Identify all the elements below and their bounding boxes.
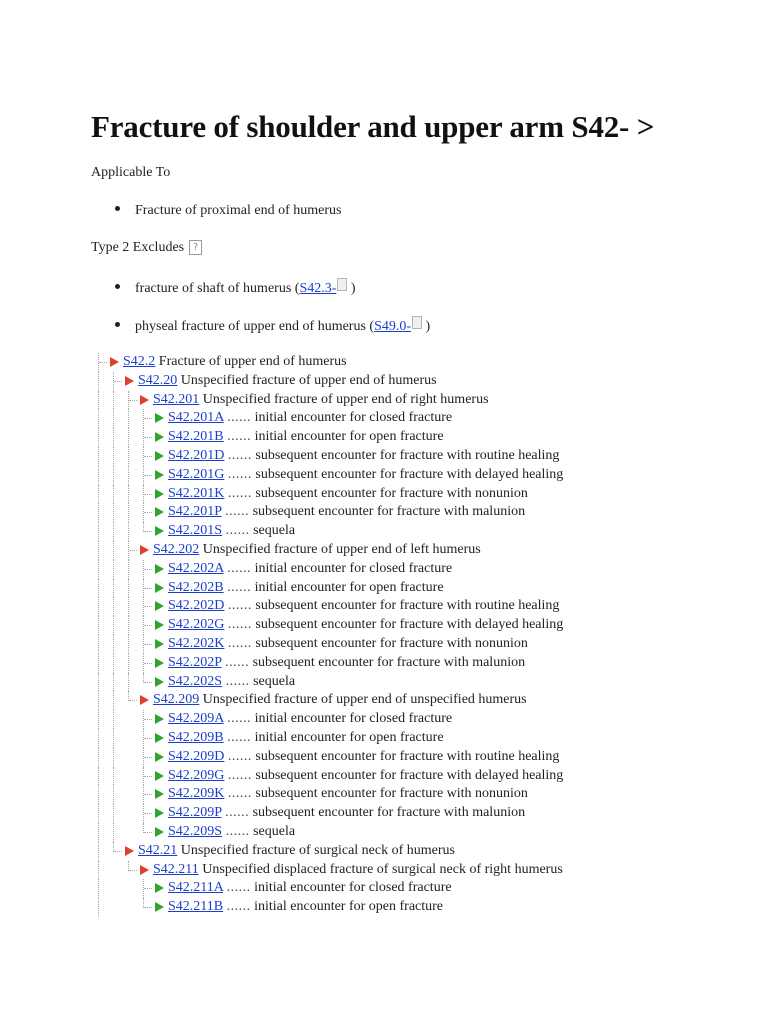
leader-dots: ...... <box>227 410 252 426</box>
tree-row <box>0 616 768 635</box>
tree-guide-line <box>113 804 114 823</box>
tree-connector <box>144 475 152 476</box>
leader-dots: ...... <box>225 504 250 520</box>
leader-dots: ...... <box>227 786 252 802</box>
tree-guide-line <box>128 466 129 485</box>
tree-row <box>0 861 768 880</box>
tree-guide-line <box>98 673 99 692</box>
code-link[interactable]: S42.209S <box>168 823 223 839</box>
tree-connector <box>114 851 122 852</box>
tree-guide-line <box>98 898 99 917</box>
tree-guide-line <box>128 447 129 466</box>
code-description: Unspecified fracture of upper end of right humerus <box>202 391 489 407</box>
tree-guide-line <box>128 579 129 598</box>
tree-guide-line <box>98 879 99 898</box>
tree-guide-line <box>98 729 99 748</box>
tree-row <box>0 503 768 522</box>
tree-guide-line <box>113 541 114 560</box>
code-link[interactable]: S42.201K <box>168 485 225 501</box>
code-description: subsequent encounter for fracture with delayed healing <box>255 466 564 482</box>
tree-row <box>0 372 768 391</box>
tree-connector <box>144 832 152 833</box>
tree-guide-line <box>128 654 129 673</box>
code-description: Unspecified fracture of upper end of unspecified humerus <box>202 692 527 708</box>
tree-row-text <box>168 466 563 485</box>
leaf-arrow-icon <box>155 620 164 630</box>
type2-excludes-label-text: Type 2 Excludes <box>91 240 185 255</box>
tree-row <box>0 579 768 598</box>
leader-dots: ...... <box>225 654 250 670</box>
tree-guide-line <box>113 409 114 428</box>
code-link[interactable]: S42.209K <box>168 786 225 802</box>
tree-connector <box>144 531 152 532</box>
tree-connector <box>99 362 107 363</box>
tree-row <box>0 879 768 898</box>
code-description: initial encounter for open fracture <box>254 579 444 595</box>
code-link[interactable]: S42.209D <box>168 748 225 764</box>
tree-row-text <box>168 673 295 692</box>
tree-guide-line <box>98 409 99 428</box>
tree-row <box>0 823 768 842</box>
code-link[interactable]: S49.0- <box>374 319 412 334</box>
tree-guide-line <box>113 767 114 786</box>
code-link[interactable]: S42.202S <box>168 673 223 689</box>
tree-row <box>0 597 768 616</box>
tree-guide-line <box>113 691 114 710</box>
tree-row-text <box>168 503 525 522</box>
code-link[interactable]: S42.209 <box>153 692 200 708</box>
tree-row <box>0 560 768 579</box>
tree-guide-line <box>98 560 99 579</box>
leaf-arrow-icon <box>155 451 164 461</box>
leaf-arrow-icon <box>155 827 164 837</box>
tree-connector <box>144 757 152 758</box>
tree-row <box>0 353 768 372</box>
tree-row-text <box>153 391 489 410</box>
tree-guide-line <box>128 503 129 522</box>
bullet-dot <box>115 284 120 289</box>
code-link[interactable]: S42.211 <box>153 861 199 877</box>
code-description: Unspecified fracture of surgical neck of humerus <box>180 842 455 858</box>
tree-guide-line <box>113 391 114 410</box>
tree-guide-line <box>113 729 114 748</box>
code-link[interactable]: S42.202P <box>168 654 222 670</box>
tree-row <box>0 635 768 654</box>
code-description: subsequent encounter for fracture with routine healing <box>255 447 560 463</box>
code-link[interactable]: S42.211A <box>168 880 224 896</box>
tree-connector <box>144 776 152 777</box>
tree-row-text <box>168 729 444 748</box>
tree-row-text <box>138 372 437 391</box>
tree-guide-line <box>113 522 114 541</box>
tree-guide-line <box>98 466 99 485</box>
code-link[interactable]: S42.201B <box>168 429 224 445</box>
tree-connector <box>114 381 122 382</box>
leader-dots: ...... <box>225 523 250 539</box>
code-description: subsequent encounter for fracture with delayed healing <box>255 617 564 633</box>
tree-row-text <box>153 541 481 560</box>
tree-guide-line <box>113 635 114 654</box>
tree-row <box>0 748 768 767</box>
code-link[interactable]: S42.202 <box>153 541 200 557</box>
leaf-arrow-icon <box>155 808 164 818</box>
code-link[interactable]: S42.209A <box>168 711 224 727</box>
leaf-arrow-icon <box>155 639 164 649</box>
tree-guide-line <box>113 710 114 729</box>
tree-guide-line <box>98 861 99 880</box>
expand-arrow-icon[interactable] <box>110 357 119 367</box>
tree-connector <box>144 494 152 495</box>
tree-guide-line <box>113 823 114 842</box>
tree-row <box>0 541 768 560</box>
bullet-dot <box>115 322 120 327</box>
tree-guide-line <box>113 654 114 673</box>
excludes-item-text: fracture of shaft of humerus ( <box>135 281 300 296</box>
leaf-arrow-icon <box>155 583 164 593</box>
code-description: Unspecified displaced fracture of surgical neck of right humerus <box>202 861 563 877</box>
tree-row <box>0 428 768 447</box>
tree-row-text <box>168 635 528 654</box>
code-link[interactable]: S42.201S <box>168 523 223 539</box>
tree-connector <box>144 888 152 889</box>
tree-guide-line <box>128 560 129 579</box>
bullet-dot <box>115 206 120 211</box>
tree-guide-line <box>98 616 99 635</box>
code-link[interactable]: S42.209P <box>168 805 222 821</box>
tree-guide-line <box>128 597 129 616</box>
code-description: subsequent encounter for fracture with routine healing <box>255 748 560 764</box>
page-title: Fracture of shoulder and upper arm S42- > <box>91 109 655 144</box>
tree-row <box>0 710 768 729</box>
code-description: subsequent encounter for fracture with malunion <box>252 504 526 520</box>
tree-guide-line <box>128 522 129 541</box>
code-description: initial encounter for open fracture <box>254 429 444 445</box>
tree-guide-line <box>128 409 129 428</box>
tree-row-text <box>168 597 559 616</box>
tree-row-text <box>168 447 559 466</box>
clipboard-icon[interactable] <box>337 278 347 291</box>
tree-row-text <box>168 485 528 504</box>
leaf-arrow-icon <box>155 470 164 480</box>
code-description: Unspecified fracture of upper end of humerus <box>180 372 437 388</box>
tree-row-text <box>168 560 452 579</box>
tree-connector <box>144 456 152 457</box>
tree-guide-line <box>98 710 99 729</box>
tree-connector <box>129 550 137 551</box>
tree-row <box>0 804 768 823</box>
tree-connector <box>144 606 152 607</box>
leader-dots: ...... <box>227 429 252 445</box>
tree-guide-line <box>98 597 99 616</box>
tree-row <box>0 409 768 428</box>
tree-row <box>0 767 768 786</box>
tree-row-text <box>168 654 525 673</box>
tree-connector <box>144 719 152 720</box>
leader-dots: ...... <box>225 673 250 689</box>
tree-connector <box>144 644 152 645</box>
code-link[interactable]: S42.202G <box>168 617 225 633</box>
code-description: initial encounter for closed fracture <box>254 880 452 896</box>
code-description: Fracture of upper end of humerus <box>158 354 347 369</box>
code-link[interactable]: S42.202A <box>168 560 224 576</box>
tree-row <box>0 729 768 748</box>
tree-guide-line <box>128 635 129 654</box>
tree-guide-line <box>128 428 129 447</box>
leader-dots: ...... <box>227 748 252 764</box>
expand-arrow-icon[interactable] <box>125 376 134 386</box>
tree-row-text <box>168 898 443 917</box>
leaf-arrow-icon <box>155 413 164 423</box>
tree-connector <box>144 625 152 626</box>
tree-row-text <box>168 579 444 598</box>
tree-guide-line <box>113 673 114 692</box>
tree-row <box>0 898 768 917</box>
tree-connector <box>144 569 152 570</box>
leader-dots: ...... <box>227 635 252 651</box>
tree-guide-line <box>98 635 99 654</box>
tree-row-text <box>168 767 563 786</box>
code-link[interactable]: S42.20 <box>138 372 178 388</box>
code-link[interactable]: S42.202K <box>168 635 225 651</box>
leader-dots: ...... <box>225 805 250 821</box>
code-link[interactable]: S42.209B <box>168 729 224 745</box>
code-description: subsequent encounter for fracture with routine healing <box>255 598 560 614</box>
tree-guide-line <box>98 541 99 560</box>
code-description: sequela <box>253 673 296 689</box>
tree-connector <box>144 738 152 739</box>
type2-excludes-label <box>91 240 202 256</box>
tree-row <box>0 691 768 710</box>
code-description: subsequent encounter for fracture with nonunion <box>255 786 528 802</box>
code-link[interactable]: S42.201 <box>153 391 200 407</box>
tree-row <box>0 391 768 410</box>
tree-connector <box>129 700 137 701</box>
tree-guide-line <box>113 560 114 579</box>
leaf-arrow-icon <box>155 902 164 912</box>
tree-connector <box>144 663 152 664</box>
tree-guide-line <box>98 372 99 391</box>
code-link[interactable]: S42.209G <box>168 767 225 783</box>
leaf-arrow-icon <box>155 658 164 668</box>
code-description: subsequent encounter for fracture with malunion <box>252 805 526 821</box>
tree-row-text <box>168 710 452 729</box>
code-description: sequela <box>253 823 296 839</box>
leaf-arrow-icon <box>155 714 164 724</box>
leader-dots: ...... <box>227 729 252 745</box>
expand-arrow-icon[interactable] <box>140 865 149 875</box>
tree-connector <box>144 437 152 438</box>
tree-guide-line <box>113 447 114 466</box>
tree-guide-line <box>98 823 99 842</box>
applicable-to-item <box>115 203 341 219</box>
code-description: Unspecified fracture of upper end of left humerus <box>202 541 481 557</box>
tree-row-text <box>168 409 452 428</box>
tree-row-text <box>168 428 444 447</box>
leader-dots: ...... <box>227 579 252 595</box>
tree-connector <box>144 794 152 795</box>
code-description: initial encounter for closed fracture <box>254 711 453 727</box>
code-description: initial encounter for open fracture <box>254 729 444 745</box>
leaf-arrow-icon <box>155 526 164 536</box>
code-link[interactable]: S42.201D <box>168 447 225 463</box>
applicable-to-label: Applicable To <box>91 165 171 180</box>
tree-guide-line <box>98 485 99 504</box>
code-link[interactable]: S42.201P <box>168 504 222 520</box>
tree-guide-line <box>113 503 114 522</box>
leaf-arrow-icon <box>155 564 164 574</box>
tree-row-text <box>168 804 525 823</box>
clipboard-icon[interactable] <box>412 316 422 329</box>
tree-guide-line <box>98 503 99 522</box>
leader-dots: ...... <box>225 823 250 839</box>
tree-guide-line <box>98 654 99 673</box>
tree-guide-line <box>113 748 114 767</box>
leader-dots: ...... <box>226 880 251 896</box>
applicable-to-item-text: Fracture of proximal end of humerus <box>135 203 342 218</box>
code-description: initial encounter for open fracture <box>254 899 444 915</box>
tree-row-text <box>153 861 563 880</box>
leaf-arrow-icon <box>155 489 164 499</box>
code-link[interactable]: S42.202D <box>168 598 225 614</box>
code-description: initial encounter for closed fracture <box>254 560 453 576</box>
leaf-arrow-icon <box>155 601 164 611</box>
leaf-arrow-icon <box>155 733 164 743</box>
tree-row-text <box>168 748 559 767</box>
leader-dots: ...... <box>227 485 252 501</box>
expand-arrow-icon[interactable] <box>140 545 149 555</box>
tree-guide-line <box>98 748 99 767</box>
tree-guide-line <box>98 842 99 861</box>
excludes-item-close: ) <box>425 319 431 334</box>
tree-connector <box>144 907 152 908</box>
code-description: subsequent encounter for fracture with delayed healing <box>255 767 564 783</box>
leaf-arrow-icon <box>155 677 164 687</box>
tree-guide-line <box>113 579 114 598</box>
tree-guide-line <box>98 804 99 823</box>
tree-row <box>0 466 768 485</box>
help-icon[interactable]: ? <box>189 240 202 255</box>
code-link[interactable]: S42.211B <box>168 899 224 915</box>
excludes-item-close: ) <box>350 281 356 296</box>
tree-row <box>0 842 768 861</box>
tree-row <box>0 654 768 673</box>
leader-dots: ...... <box>227 447 252 463</box>
tree-guide-line <box>98 447 99 466</box>
tree-guide-line <box>113 597 114 616</box>
tree-connector <box>144 418 152 419</box>
leader-dots: ...... <box>227 560 252 576</box>
code-link[interactable]: S42.201G <box>168 466 225 482</box>
tree-guide-line <box>128 616 129 635</box>
tree-guide-line <box>113 485 114 504</box>
leader-dots: ...... <box>227 466 252 482</box>
tree-guide-line <box>113 785 114 804</box>
leaf-arrow-icon <box>155 507 164 517</box>
tree-connector <box>144 512 152 513</box>
code-description: sequela <box>253 523 296 539</box>
tree-row-text <box>168 879 452 898</box>
excludes-item-text: physeal fracture of upper end of humerus ( <box>135 319 375 334</box>
leader-dots: ...... <box>227 711 252 727</box>
code-tree <box>0 353 768 917</box>
leaf-arrow-icon <box>155 883 164 893</box>
code-description: subsequent encounter for fracture with malunion <box>252 654 526 670</box>
tree-guide-line <box>128 485 129 504</box>
tree-row <box>0 785 768 804</box>
expand-arrow-icon[interactable] <box>140 695 149 705</box>
tree-row-text <box>168 522 295 541</box>
leader-dots: ...... <box>227 767 252 783</box>
tree-guide-line <box>128 673 129 692</box>
code-description: subsequent encounter for fracture with nonunion <box>255 635 528 651</box>
tree-connector <box>129 400 137 401</box>
tree-connector <box>144 588 152 589</box>
tree-connector <box>129 870 137 871</box>
leader-dots: ...... <box>227 598 252 614</box>
leaf-arrow-icon <box>155 771 164 781</box>
tree-guide-line <box>113 466 114 485</box>
tree-row-text <box>138 842 455 861</box>
leader-dots: ...... <box>227 617 252 633</box>
code-description: initial encounter for closed fracture <box>254 410 453 426</box>
excludes-item <box>115 316 430 335</box>
expand-arrow-icon[interactable] <box>125 846 134 856</box>
code-link[interactable]: S42.3- <box>299 281 337 296</box>
tree-row-text <box>168 785 528 804</box>
expand-arrow-icon[interactable] <box>140 395 149 405</box>
tree-connector <box>144 813 152 814</box>
leader-dots: ...... <box>226 899 251 915</box>
tree-guide-line <box>98 691 99 710</box>
tree-guide-line <box>113 616 114 635</box>
leaf-arrow-icon <box>155 789 164 799</box>
tree-row <box>0 447 768 466</box>
code-description: subsequent encounter for fracture with nonunion <box>255 485 528 501</box>
tree-row-text <box>123 353 347 372</box>
tree-guide-line <box>113 428 114 447</box>
tree-row-text <box>168 823 295 842</box>
tree-guide-line <box>98 391 99 410</box>
code-link[interactable]: S42.202B <box>168 579 224 595</box>
tree-row-text <box>168 616 563 635</box>
tree-guide-line <box>98 785 99 804</box>
tree-guide-line <box>98 767 99 786</box>
tree-connector <box>144 682 152 683</box>
excludes-item <box>115 278 356 297</box>
tree-guide-line <box>98 579 99 598</box>
tree-guide-line <box>98 522 99 541</box>
leaf-arrow-icon <box>155 432 164 442</box>
tree-guide-line <box>98 428 99 447</box>
code-link[interactable]: S42.21 <box>138 842 178 858</box>
code-link[interactable]: S42.201A <box>168 410 224 426</box>
tree-row <box>0 673 768 692</box>
tree-row <box>0 522 768 541</box>
code-link[interactable]: S42.2 <box>123 354 156 369</box>
leaf-arrow-icon <box>155 752 164 762</box>
tree-row <box>0 485 768 504</box>
tree-row-text <box>153 691 527 710</box>
